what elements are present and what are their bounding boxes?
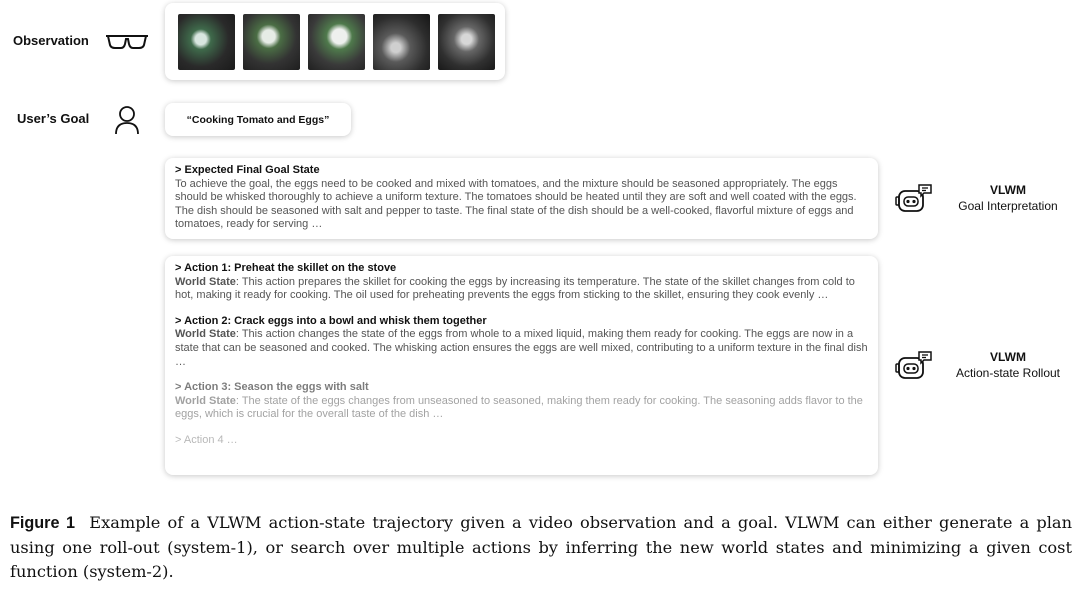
vlwm-subtitle: Action-state Rollout bbox=[955, 366, 1061, 380]
vlwm-title: VLWM bbox=[990, 350, 1026, 364]
action-3-header: > Action 3: Season the eggs with salt bbox=[175, 381, 369, 394]
goal-state-card bbox=[165, 158, 878, 239]
action-2-header: > Action 2: Crack eggs into a bowl and whisk them together bbox=[175, 314, 487, 327]
video-frame-2 bbox=[243, 14, 300, 70]
video-frame-4 bbox=[373, 14, 430, 70]
action-2-text: : This action changes the state of the eggs from whole to a mixed liquid, making them ready for cooking. The eggs are now in a state that can be seasoned and cooked. The whisking action ensures the eggs are well mixed, contributing to a uniform texture in the final dish … bbox=[175, 328, 868, 368]
person-icon bbox=[114, 105, 140, 135]
smart-glasses-icon bbox=[104, 31, 150, 51]
robot-chat-icon bbox=[895, 183, 933, 215]
action-item-3 bbox=[175, 381, 868, 422]
action-item-1 bbox=[175, 262, 868, 303]
world-state-label: World State bbox=[175, 394, 236, 407]
robot-chat-icon bbox=[895, 350, 933, 382]
action-1-header: > Action 1: Preheat the skillet on the stove bbox=[175, 262, 397, 274]
vlwm-action-state-rollout bbox=[938, 350, 1078, 380]
goal-state-header: > Expected Final Goal State bbox=[175, 164, 320, 176]
figure-label: Figure 1 bbox=[10, 514, 75, 532]
video-frame-5 bbox=[438, 14, 495, 70]
action-4-header: > Action 4 … bbox=[175, 433, 238, 446]
vlwm-subtitle: Goal Interpretation bbox=[958, 199, 1058, 213]
user-goal-label: User’s Goal bbox=[17, 111, 90, 126]
observation-frames bbox=[165, 3, 505, 80]
vlwm-goal-interpretation bbox=[938, 183, 1078, 213]
goal-card: “Cooking Tomato and Eggs” bbox=[165, 103, 351, 136]
goal-state-text: To achieve the goal, the eggs need to be cooked and mixed with tomatoes, and the mixture should be seasoned appropriately. The eggs should be whisked thoroughly to achieve a uniform texture. The tomatoes should be heated until they are soft and well coated with the eggs. The dish should be seasoned with salt and pepper to taste. The final state of the dish should be a well-cooked, flavorful mixture of eggs and tomatoes, ready for serving … bbox=[175, 177, 857, 231]
vlwm-title: VLWM bbox=[990, 183, 1026, 197]
world-state-label: World State bbox=[175, 328, 236, 341]
action-3-text: : The state of the eggs changes from unseasoned to seasoned, making them ready for cooking. The seasoning adds flavor to the eggs, which is crucial for the overall taste of the dish … bbox=[175, 394, 863, 421]
figure-caption bbox=[10, 511, 1072, 585]
video-frame-1 bbox=[178, 14, 235, 70]
world-state-label: World State bbox=[175, 275, 236, 288]
caption-text: Example of a VLWM action-state trajectory given a video observation and a goal. VLWM can either generate a plan using one roll-out (system-1), or search over multiple actions by inferring the new world states and minimizing a given cost function (system-2). bbox=[10, 513, 1072, 582]
action-item-2 bbox=[175, 315, 868, 369]
observation-label: Observation bbox=[13, 33, 89, 48]
video-frame-3 bbox=[308, 14, 365, 70]
action-1-text: : This action prepares the skillet for cooking the eggs by increasing its temperature. The state of the skillet changes from cold to hot, making it ready for cooking. The oil used for preheating prevents the eggs from sticking to the skillet, ensuring they cook evenly … bbox=[175, 275, 855, 302]
actions-card bbox=[165, 256, 878, 475]
